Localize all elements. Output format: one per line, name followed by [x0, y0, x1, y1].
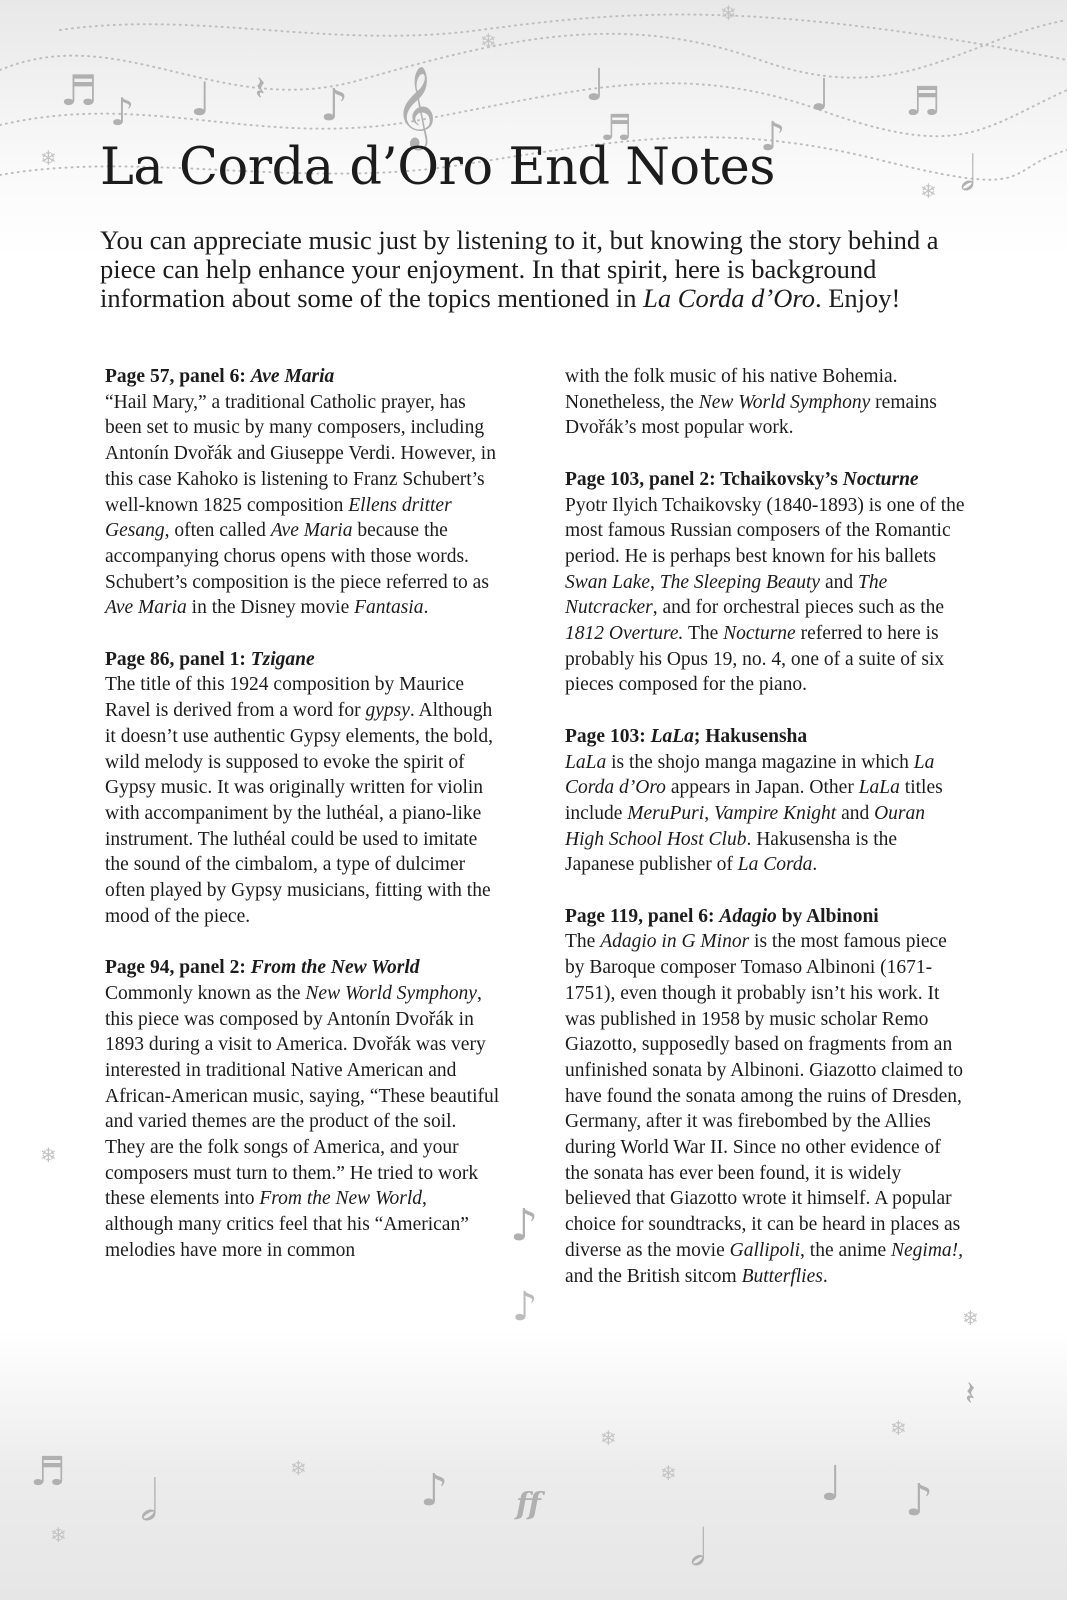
text-run: in the Disney movie [186, 597, 355, 619]
text-run: Commonly known as the [105, 982, 306, 1004]
text-run: with the folk music of his native Bohemia. Nonetheless, the [565, 366, 898, 413]
italic-run: LaLa [565, 751, 607, 773]
italic-run: From the New World [259, 1188, 423, 1210]
snowflake-icon: ❄ [890, 1416, 907, 1440]
quarter-note-icon: ♩ [810, 70, 831, 121]
note-heading [565, 469, 919, 490]
text-run: The [683, 623, 724, 645]
text-run: because the accompanying chorus opens with those words. Schubert’s composition is the piece referred to as [105, 520, 489, 593]
text-run: appears in Japan. Other [665, 777, 859, 799]
text-run: , although many critics feel that his “American” melodies have more in common [105, 1188, 469, 1261]
text-run: and [836, 802, 875, 824]
half-note-icon: 𝅗𝅥 [960, 146, 976, 202]
italic-run: New World Symphony [698, 391, 871, 413]
note-heading-italic: From the New World [250, 957, 420, 979]
snowflake-icon: ❄ [962, 1306, 979, 1330]
italic-run: MeruPuri [627, 802, 705, 824]
note-continuation [565, 364, 965, 441]
note-heading-text: Page 119, panel 6: [565, 905, 720, 927]
italic-run: Ouran High School Host Club [565, 802, 926, 850]
text-run: and [820, 571, 858, 593]
text-run: Pyotr Ilyich Tchaikovsky (1840-1893) is one of the most famous Russian composers of the Romantic period. He is perhaps best known for his ballets [565, 494, 965, 567]
note-heading-after: ; Hakusensha [693, 725, 808, 747]
note-heading [105, 649, 315, 670]
text-run: , [650, 571, 660, 593]
text-run: is the shojo manga magazine in which [606, 751, 914, 773]
italic-run: New World Symphony [305, 982, 477, 1004]
italic-run: Ave Maria [270, 520, 353, 542]
text-run: remains Dvořák’s most popular work. [565, 391, 937, 439]
text-run: . Although it doesn’t use authentic Gypsy elements, the bold, wild melody is supposed to evoke the spirit of Gypsy music. It was originally written for violin with accompaniment by the luthéal, a piano-like instrument. The luthéal could be used to imitate the sound of the cimbalom, a type of dulcimer often played by Gypsy musicians, fitting with the mood of the piece. [105, 700, 493, 927]
rest-icon: 𝄽 [965, 1374, 976, 1414]
text-run: , often called [164, 520, 271, 542]
snowflake-icon: ❄ [50, 1523, 67, 1547]
note-entry [105, 647, 500, 930]
note-heading-text: Page 57, panel 6: [105, 366, 251, 387]
eighth-note-icon: ♪ [760, 114, 786, 160]
note-entry [565, 724, 965, 878]
quarter-note-icon: ♩ [585, 60, 606, 111]
snowflake-icon: ❄ [920, 179, 937, 203]
right-column [565, 364, 965, 1315]
note-entry [565, 904, 965, 1290]
half-note-icon: 𝅗𝅥 [140, 1469, 158, 1534]
italic-run: Ave Maria [105, 597, 187, 619]
snowflake-icon: ❄ [40, 146, 57, 170]
sixteenth-note-icon: ♬ [600, 108, 633, 149]
snowflakes-bottom [50, 1416, 907, 1547]
note-heading-text: Page 103, panel 2: Tchaikovsky’s [565, 468, 843, 490]
eighth-note-icon: ♪ [510, 1200, 539, 1251]
italic-run: gypsy [365, 700, 410, 722]
text-run: , this piece was composed by Antonín Dvořák in 1893 during a visit to America. Dvořák was very interested in traditional Native American and African-American music, saying, “These beautiful and varied themes are the product of the soil. They are the folk songs of America, and your composers must turn to them.” He tried to work these elements into [105, 982, 500, 1210]
italic-run: Negima!, [891, 1239, 964, 1261]
quarter-note-icon: ♩ [820, 1456, 843, 1512]
eighth-note-icon: ♪ [110, 90, 135, 134]
text-run: referred to here is probably his Opus 19, no. 4, one of a suite of six pieces composed for the piano. [565, 623, 945, 696]
intro-text: You can appreciate music just by listening to it, but knowing the story behind a piece can help enhance your enjoyment. In that spirit, here is background information about some of the topics mentioned in [100, 225, 939, 313]
note-heading-italic: Tzigane [250, 648, 315, 670]
italic-run: Butterflies [741, 1265, 823, 1287]
note-heading-text: Page 94, panel 2: [105, 957, 251, 979]
rest-icon: 𝄽 [255, 69, 266, 109]
text-run: The [565, 931, 601, 953]
eighth-note-icon: ♪ [420, 1465, 449, 1516]
italic-run: Nocturne [723, 623, 796, 645]
italic-run: Adagio in G Minor [600, 931, 750, 953]
note-heading-italic: Nocturne [842, 468, 919, 490]
snowflake-icon: ❄ [660, 1461, 677, 1485]
text-run: . [423, 597, 429, 619]
text-run: The title of this 1924 composition by Maurice Ravel is derived from a word for [105, 674, 465, 722]
note-heading-text: Page 86, panel 1: [105, 648, 251, 670]
italic-run: LaLa [858, 777, 900, 799]
text-run: titles include [565, 777, 943, 824]
italic-run: Ellens dritter Gesang [105, 494, 452, 542]
snowflake-icon: ❄ [720, 1, 737, 25]
text-run: is the most famous piece by Baroque composer Tomaso Albinoni (1671-1751), even though it probably isn’t his work. It was published in 1958 by music scholar Remo Giazotto, supposedly based on fragments from an unfinished sonata by Albinoni. Giazotto claimed to have found the sonata among the ruins of Dresden, Germany, after it was firebombed by the Allies during World War II. Since no other evidence of the sonata has ever been found, it is widely believed that Giazotto wrote it himself. A popular choice for soundtracks, it can be heard in places as diverse as the movie [565, 931, 964, 1261]
snowflake-icon: ❄ [290, 1456, 307, 1480]
sixteenth-note-icon: ♬ [30, 1449, 66, 1495]
treble-clef-icon: 𝄞 [395, 65, 437, 147]
half-note-icon: 𝅗𝅥 [690, 1519, 706, 1577]
text-run: and the British sitcom [565, 1265, 742, 1287]
note-heading [105, 366, 334, 387]
left-column [105, 364, 500, 1289]
snowflake-icon: ❄ [40, 1143, 57, 1167]
italic-run: Fantasia [354, 597, 424, 619]
italic-run: The Sleeping Beauty [659, 571, 821, 593]
sixteenth-note-icon: ♬ [60, 66, 98, 115]
note-entry [105, 955, 500, 1263]
text-run: “Hail Mary,” a traditional Catholic prayer, has been set to music by many composers, including Antonín Dvořák and Giuseppe Verdi. However, in this case Kahoko is listening to Franz Schubert’s well-known 1825 composition [105, 391, 496, 516]
italic-run: Swan Lake [565, 571, 651, 593]
italic-run: The Nutcracker [565, 571, 888, 619]
note-heading-italic: LaLa [650, 725, 694, 747]
eighth-note-icon: ♪ [905, 1475, 934, 1526]
text-run: , the anime [800, 1239, 892, 1261]
sixteenth-note-icon: ♬ [905, 79, 941, 125]
quarter-note-icon: ♩ [190, 72, 212, 126]
note-entry [565, 467, 965, 698]
note-entry [105, 364, 500, 621]
italic-run: 1812 Overture. [565, 623, 684, 645]
note-heading-italic: Ave Maria [250, 366, 335, 387]
snowflake-icon: ❄ [600, 1426, 617, 1450]
italic-run: Vampire Knight [713, 802, 837, 824]
note-heading-italic: Adagio [719, 905, 777, 927]
intro-paragraph [100, 226, 1000, 313]
italic-run: Gallipoli [729, 1239, 801, 1261]
note-heading [105, 957, 420, 978]
text-run: . [822, 1265, 828, 1287]
text-run: . [812, 854, 818, 876]
text-run: . Hakusensha is the Japanese publisher of [565, 828, 898, 876]
fortissimo-marking: ff [516, 1487, 541, 1522]
text-run: , and for orchestral pieces such as the [652, 597, 945, 619]
intro-end: . Enjoy! [814, 283, 901, 313]
eighth-note-icon: ♪ [512, 1284, 538, 1330]
italic-run: La Corda [737, 854, 813, 876]
text-run: , [704, 802, 714, 824]
eighth-note-icon: ♪ [320, 80, 349, 131]
note-heading-after: by Albinoni [776, 905, 879, 927]
intro-title-ref: La Corda d’Oro [643, 283, 815, 313]
note-heading [565, 726, 807, 747]
note-heading [565, 906, 879, 927]
note-heading-text: Page 103: [565, 725, 651, 747]
italic-run: La Corda d’Oro [565, 751, 935, 799]
snowflake-icon: ❄ [480, 29, 497, 53]
page-title: La Corda d’Oro End Notes [100, 138, 775, 197]
